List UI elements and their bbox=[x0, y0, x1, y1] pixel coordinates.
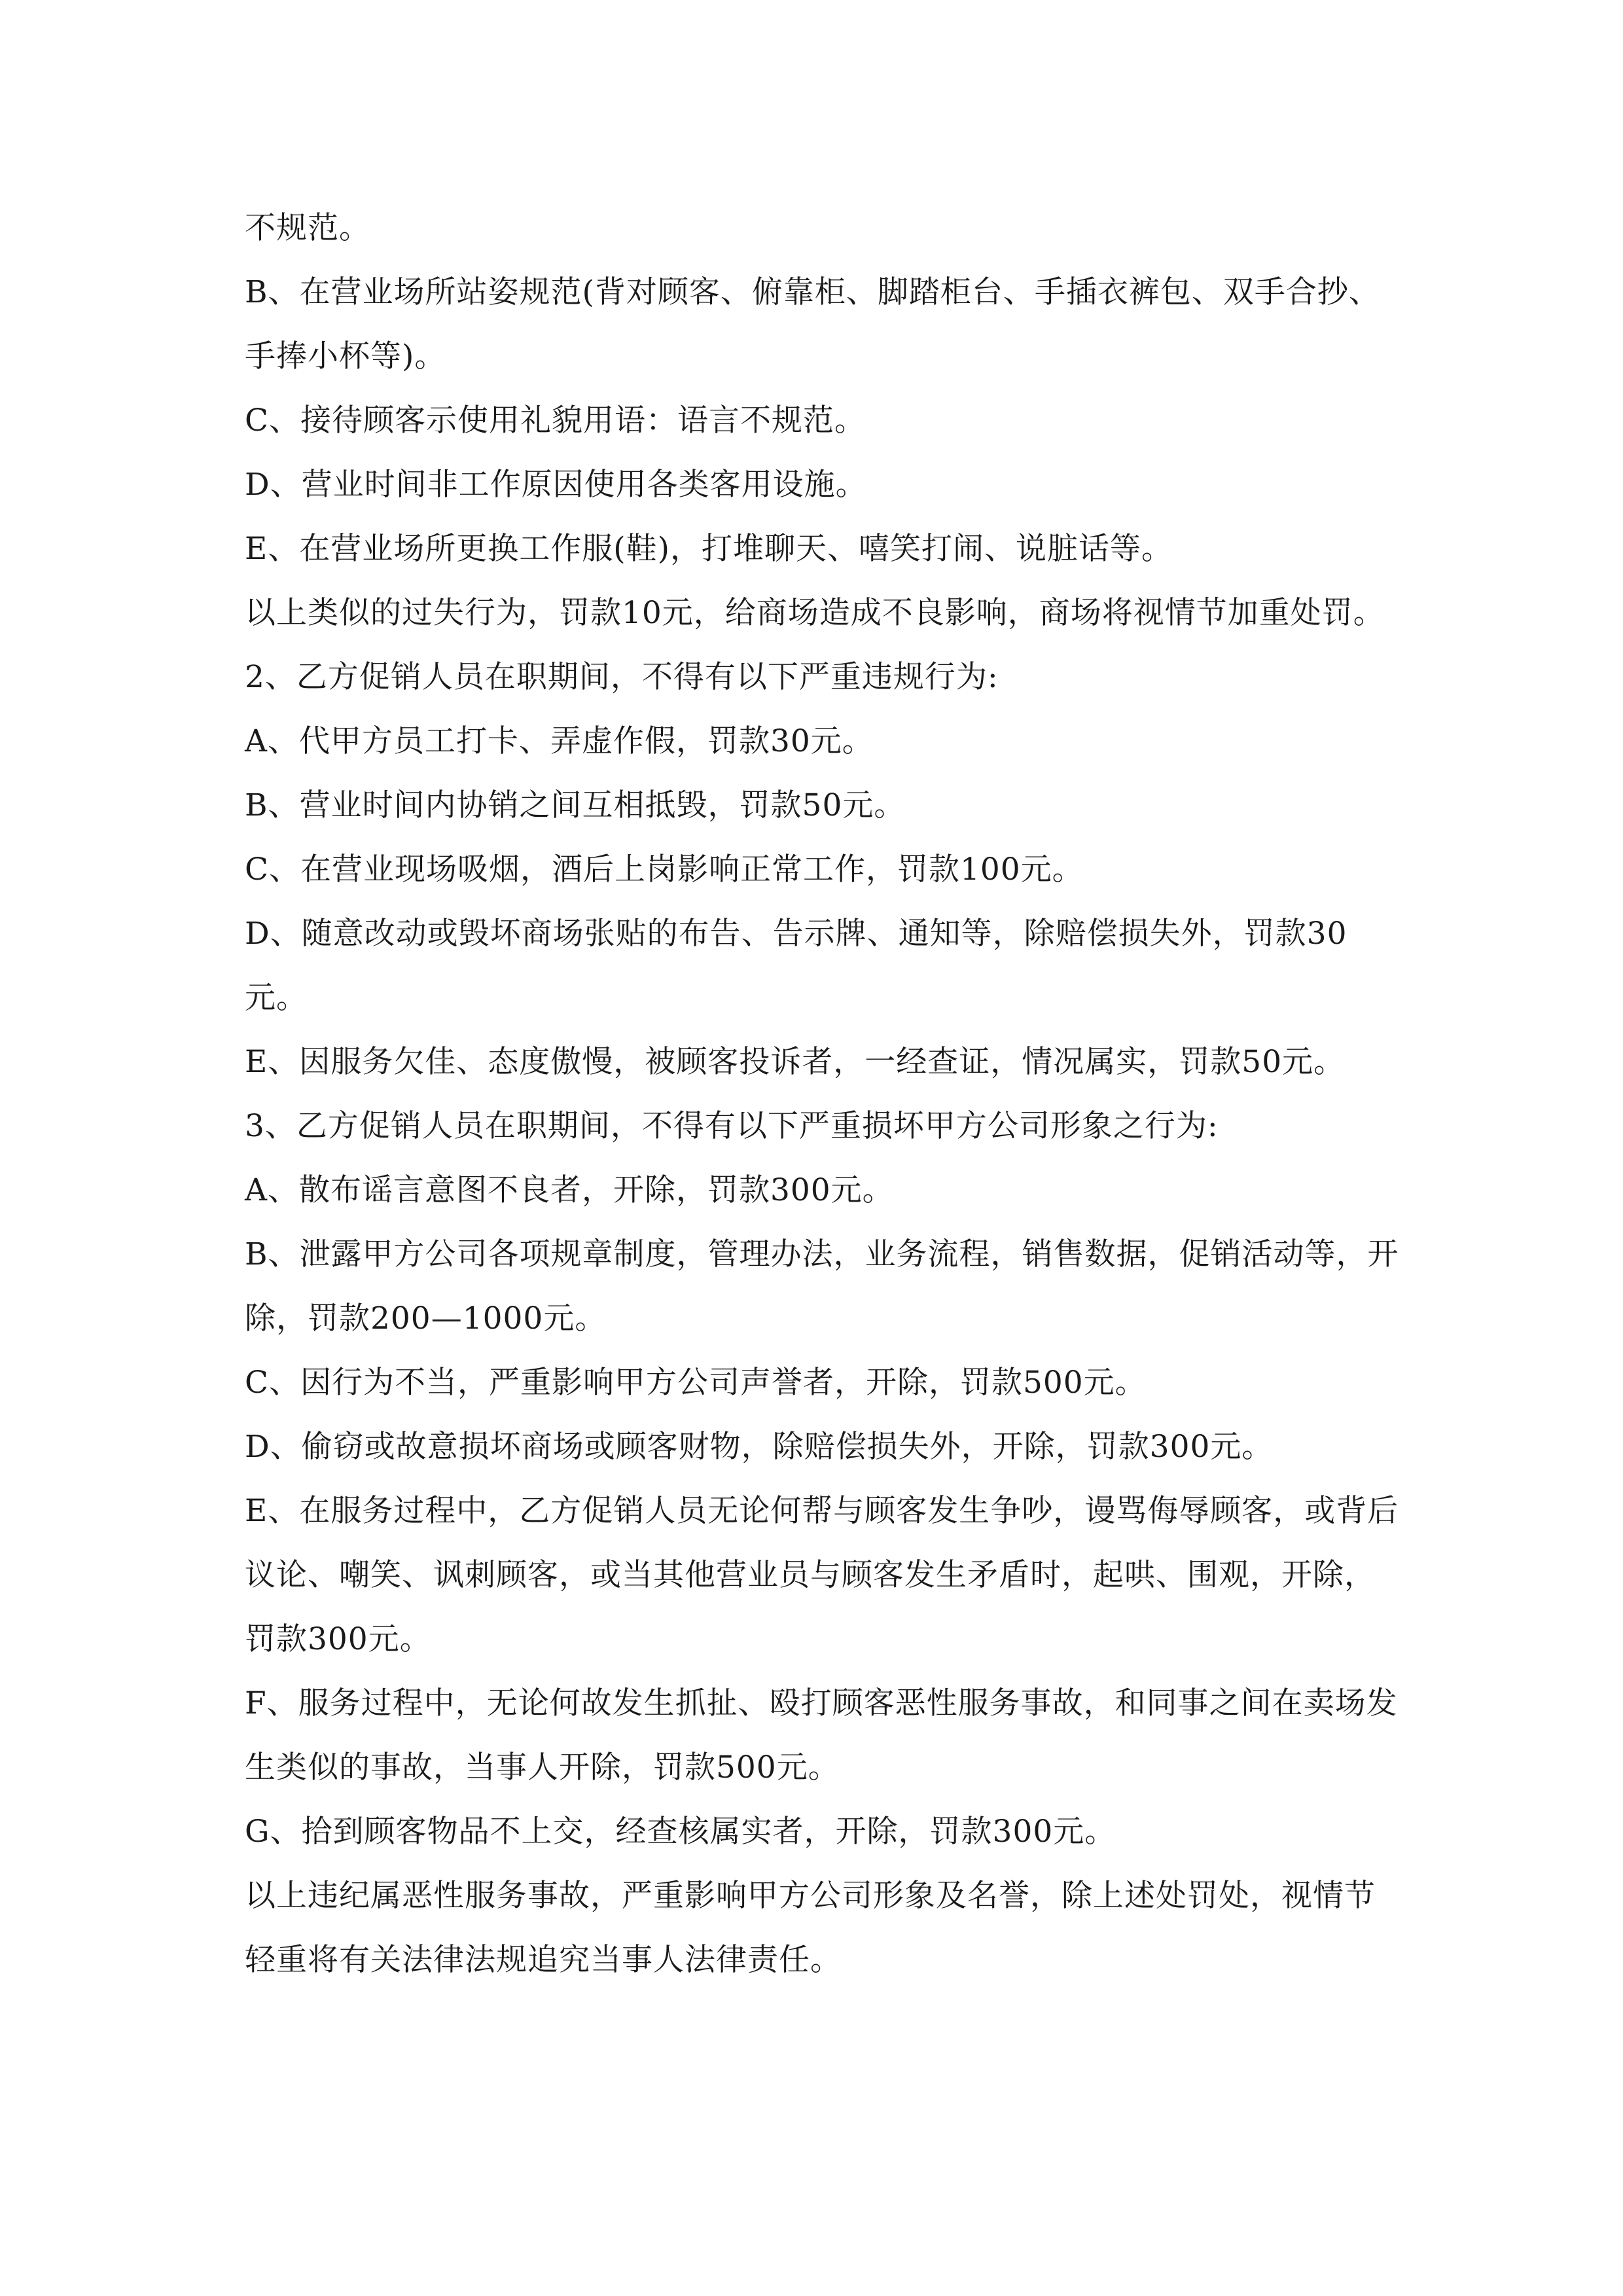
paragraph-rule-3g: G、拾到顾客物品不上交，经查核属实者，开除，罚款300元。 bbox=[245, 1814, 1116, 1850]
paragraph-rule-3f: F、服务过程中，无论何故发生抓扯、殴打顾客恶性服务事故，和同事之间在卖场发生类似的事故，当事人开除，罚款500元。 bbox=[245, 1685, 1398, 1785]
paragraph-rule-1b: B、在营业场所站姿规范(背对顾客、俯靠柜、脚踏柜台、手插衣裤包、双手合抄、手捧小杯等)。 bbox=[245, 274, 1380, 374]
paragraph-rule-3c: C、因行为不当，严重影响甲方公司声誉者，开除，罚款500元。 bbox=[245, 1365, 1147, 1401]
paragraph-rule-3b: B、泄露甲方公司各项规章制度，管理办法，业务流程，销售数据，促销活动等，开除，罚款200—1000元。 bbox=[245, 1236, 1399, 1336]
paragraph-rule-1c: C、接待顾客示使用礼貌用语：语言不规范。 bbox=[245, 403, 866, 439]
paragraph-rule-3e: E、在服务过程中，乙方促销人员无论何帮与顾客发生争吵，谩骂侮辱顾客，或背后议论、嘲笑、讽刺顾客，或当其他营业员与顾客发生矛盾时，起哄、围观，开除，罚款300元。 bbox=[245, 1493, 1399, 1657]
paragraph-continuation: 不规范。 bbox=[245, 210, 370, 246]
paragraph-rule-1e: E、在营业场所更换工作服(鞋)，打堆聊天、嘻笑打闹、说脏话等。 bbox=[245, 531, 1173, 567]
paragraph-rule-1d: D、营业时间非工作原因使用各类客用设施。 bbox=[245, 467, 867, 503]
paragraph-rule-3a: A、散布谣言意图不良者，开除，罚款300元。 bbox=[245, 1172, 894, 1208]
paragraph-penalty-summary-1: 以上类似的过失行为，罚款10元，给商场造成不良影响，商场将视情节加重处罚。 bbox=[245, 595, 1385, 631]
paragraph-rule-2b: B、营业时间内协销之间互相抵毁，罚款50元。 bbox=[245, 787, 906, 823]
document-body bbox=[245, 196, 1403, 1992]
paragraph-rule-2c: C、在营业现场吸烟，酒后上岗影响正常工作，罚款100元。 bbox=[245, 852, 1084, 888]
paragraph-section-2-heading: 2、乙方促销人员在职期间，不得有以下严重违规行为: bbox=[245, 659, 999, 695]
paragraph-rule-2a: A、代甲方员工打卡、弄虚作假，罚款30元。 bbox=[245, 723, 874, 759]
paragraph-penalty-summary-3: 以上违纪属恶性服务事故，严重影响甲方公司形象及名誉，除上述处罚处，视情节轻重将有关法律法规追究当事人法律责任。 bbox=[245, 1878, 1376, 1978]
paragraph-rule-2e: E、因服务欠佳、态度傲慢，被顾客投诉者，一经查证，情况属实，罚款50元。 bbox=[245, 1044, 1346, 1080]
paragraph-section-3-heading: 3、乙方促销人员在职期间，不得有以下严重损坏甲方公司形象之行为: bbox=[245, 1108, 1219, 1144]
paragraph-rule-2d: D、随意改动或毁坏商场张贴的布告、告示牌、通知等，除赔偿损失外，罚款30元。 bbox=[245, 916, 1347, 1016]
paragraph-rule-3d: D、偷窃或故意损坏商场或顾客财物，除赔偿损失外，开除，罚款300元。 bbox=[245, 1429, 1274, 1465]
